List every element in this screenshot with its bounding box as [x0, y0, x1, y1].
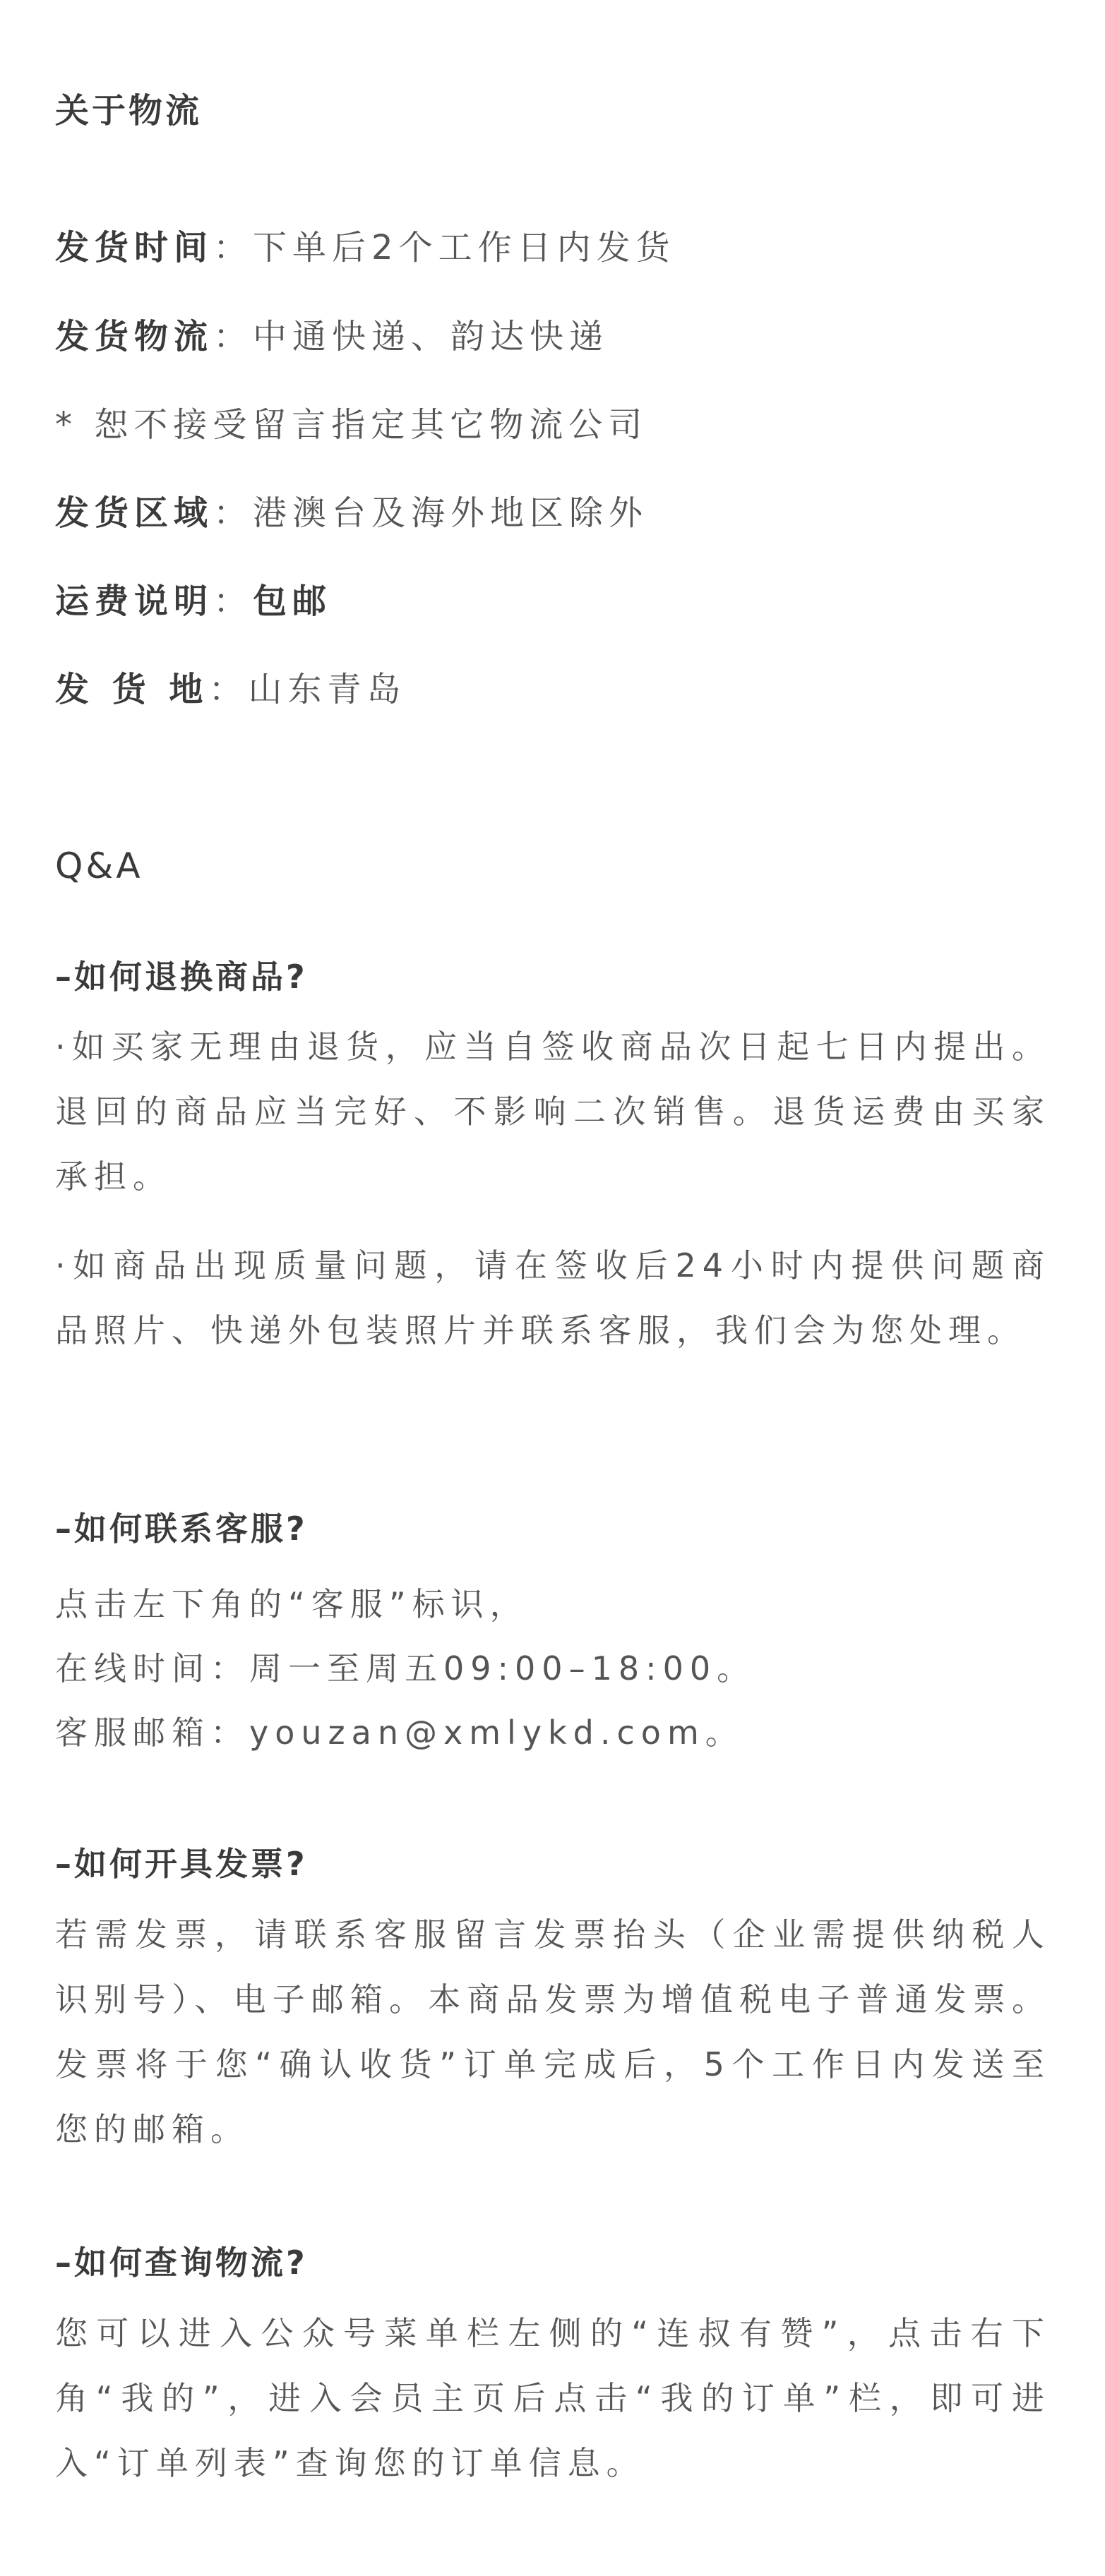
info-row-ship-time — [55, 220, 676, 269]
info-label: 发货物流 — [55, 317, 214, 356]
answer-line: 客服邮箱：youzan@xmlykd.com。 — [55, 1714, 744, 1752]
info-value: 山东青岛 — [248, 670, 407, 709]
info-value: 港澳台及海外地区除外 — [253, 493, 649, 533]
answer-line: 在线时间：周一至周五09:00–18:00。 — [55, 1649, 756, 1687]
answer-paragraph: 您可以进入公众号菜单栏左侧的“连叔有赞”，点击右下角“我的”，进入会员主页后点击“我的订单”栏，即可进入“订单列表”查询您的订单信息。 — [55, 2314, 1051, 2482]
info-label: 发货区域 — [55, 493, 214, 533]
answer-paragraph: 若需发票，请联系客服留言发票抬头（企业需提供纳税人识别号）、电子邮箱。本商品发票为增值税电子普通发票。发票将于您“确认收货”订单完成后，5个工作日内发送至您的邮箱。 — [55, 1915, 1051, 2148]
answer-paragraph: ·如买家无理由退货，应当自签收商品次日起七日内提出。退回的商品应当完好、不影响二次销售。退货运费由买家承担。 — [55, 1028, 1051, 1196]
info-label: 运费说明 — [55, 582, 214, 621]
info-sep: ： — [213, 228, 253, 267]
info-note: * 恕不接受留言指定其它物流公司 — [55, 405, 648, 445]
answer-paragraph: ·如商品出现质量问题，请在签收后24小时内提供问题商品照片、快递外包装照片并联系客服，我们会为您处理。 — [55, 1246, 1051, 1349]
info-label: 发 货 地 — [55, 670, 209, 709]
info-value: 中通快递、韵达快递 — [253, 317, 609, 356]
info-value: 下单后2个工作日内发货 — [253, 228, 676, 267]
question-invoice: –如何开具发票? — [55, 1845, 308, 1883]
info-row-note — [55, 397, 647, 446]
question-return: –如何退换商品? — [55, 958, 308, 996]
question-tracking: –如何查询物流? — [55, 2244, 308, 2282]
answer-line: 点击左下角的“客服”标识， — [55, 1585, 529, 1623]
info-row-carrier — [55, 309, 609, 358]
info-sep: ： — [213, 317, 253, 356]
info-label: 发货时间 — [55, 228, 214, 267]
logistics-title: 关于物流 — [55, 91, 203, 131]
info-value: 包邮 — [253, 582, 333, 621]
question-contact: –如何联系客服? — [55, 1510, 308, 1548]
info-sep: ： — [208, 670, 249, 709]
info-sep: ： — [213, 582, 253, 621]
qa-title: Q&A — [55, 845, 143, 886]
info-row-region — [55, 486, 648, 534]
info-row-shipping-fee — [55, 574, 332, 622]
info-sep: ： — [213, 493, 253, 533]
info-row-origin — [55, 662, 406, 711]
